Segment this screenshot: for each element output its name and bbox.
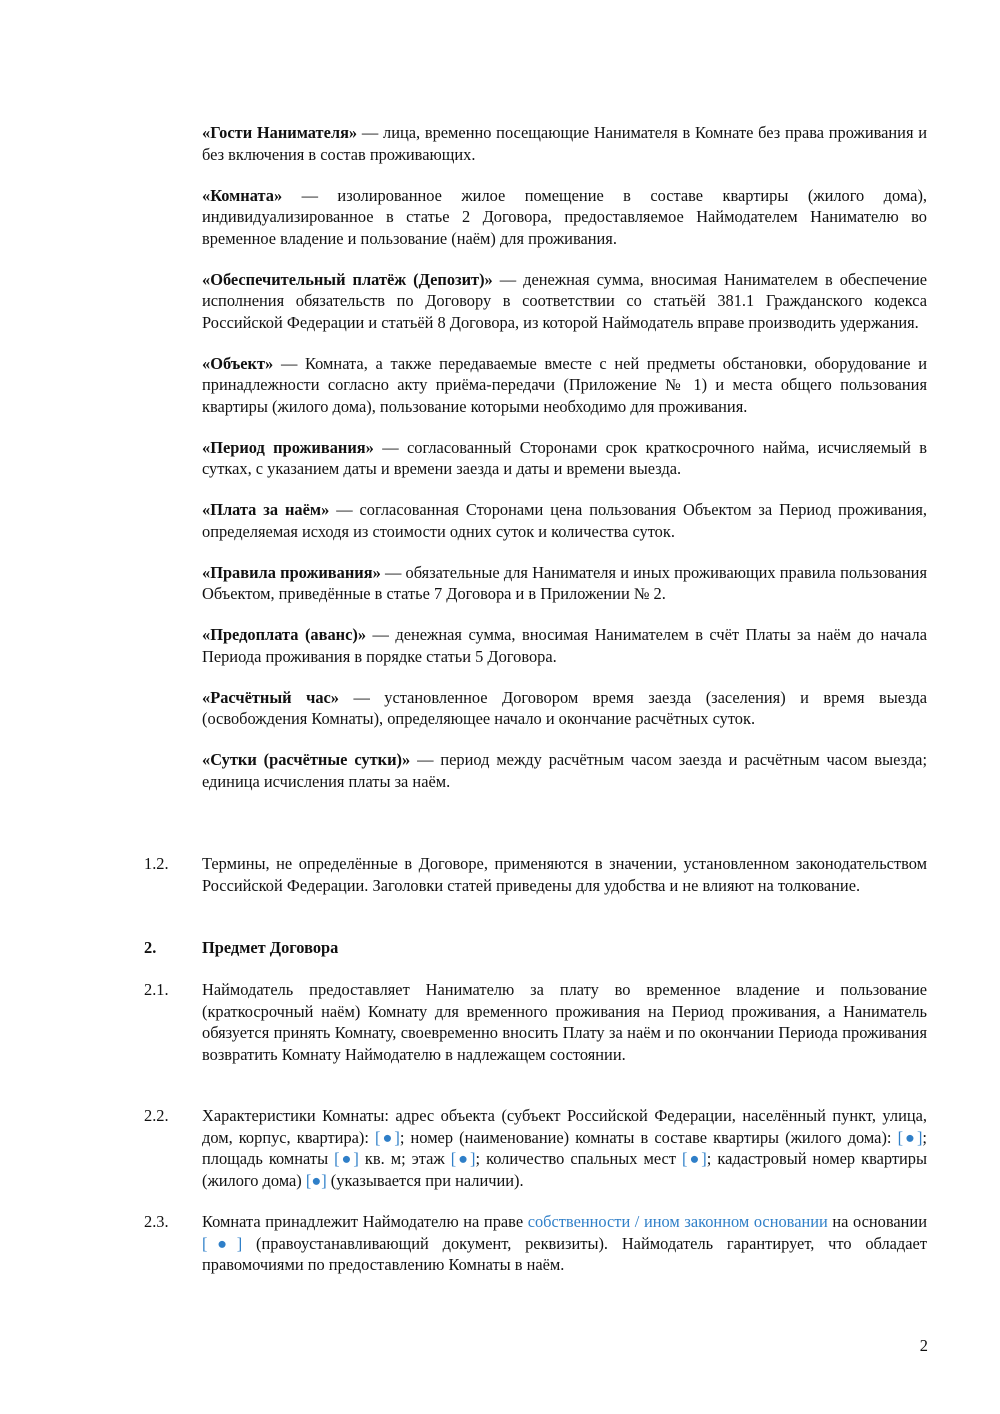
placeholder-area[interactable]: [●]: [334, 1149, 359, 1168]
clause-number: 2.2.: [144, 1106, 169, 1125]
clause-text: [202, 1105, 927, 1191]
definition-term: «Обеспечительный платёж (Депозит)»: [202, 269, 493, 289]
placeholder-cadastral-number[interactable]: [●]: [305, 1170, 327, 1190]
clause-text-part: на основании: [827, 1212, 927, 1231]
clause-2-1: [144, 979, 927, 1065]
clause-text-part: (указывается при наличии).: [326, 1170, 524, 1190]
definition-term: «Сутки (расчётные сутки)»: [202, 750, 411, 769]
definition-term: «Предоплата (аванс)»: [202, 625, 367, 644]
placeholder-floor[interactable]: [●]: [450, 1149, 476, 1168]
definition-prepayment: [202, 624, 927, 667]
clause-number: 1.2.: [144, 854, 169, 873]
clause-text-part: кв. м; этаж: [358, 1149, 451, 1168]
definition-text: — изолированное жилое помещение в составе квартиры (жилого дома), индивидуализированное в статье 2 Договора, предоставляемое Наймодателем Нанимателю во временное владение и пользование (наём) для проживания.: [202, 185, 927, 248]
section-number: 2.: [144, 938, 157, 957]
definition-term: «Плата за наём»: [202, 500, 330, 519]
placeholder-address[interactable]: [●]: [375, 1127, 400, 1147]
definition-text: — установленное Договором время заезда (заселения) и время выезда (освобождения Комнаты), определяющее начало и окончание расчётных суток.: [202, 687, 927, 728]
definition-term: «Объект»: [202, 353, 274, 373]
clause-text-part: (правоустанавливающий документ, реквизиты). Наймодатель гарантирует, что обладает правомочиями по предоставлению Комнаты в наём.: [202, 1233, 927, 1274]
definition-text: — Комната, а также передаваемые вместе с ней предметы обстановки, оборудование и принадлежности согласно акту приёма-передачи (Приложение № 1) и места общего пользования квартиры (жилого дома), пользование которыми необходимо для проживания.: [202, 353, 927, 416]
definitions-list: [202, 122, 927, 812]
placeholder-title-document[interactable]: [●]: [202, 1233, 243, 1253]
definition-guests: [202, 122, 927, 165]
definition-text: — денежная сумма, вносимая Нанимателем в счёт Платы за наём до начала Периода проживания в порядке статьи 5 Договора.: [202, 625, 927, 666]
clause-2-3: [144, 1211, 927, 1276]
clause-text-part: ; площадь комнаты: [202, 1127, 927, 1168]
definition-day: [202, 749, 927, 792]
definition-checkout-hour: [202, 687, 927, 730]
clause-text: Термины, не определённые в Договоре, применяются в значении, установленном законодательством Российской Федерации. Заголовки статей приведены для удобства и не влияют на толкование.: [202, 854, 927, 895]
clause-text-part: ; номер (наименование) комнаты в составе квартиры (жилого дома):: [399, 1127, 898, 1147]
clause-text-part: Комната принадлежит Наймодателю на праве: [202, 1212, 528, 1231]
definition-term: «Расчётный час»: [202, 687, 339, 707]
clause-text-part: Характеристики Комнаты: адрес объекта (субъект Российской Федерации, населённый пункт, улица, дом, корпус, квартира):: [202, 1106, 927, 1147]
definition-term: «Комната»: [202, 185, 283, 205]
clause-text: [202, 1211, 927, 1276]
definition-term: «Правила проживания»: [202, 562, 381, 582]
definition-text: — обязательные для Нанимателя и иных проживающих правила пользования Объектом, приведённые в статье 7 Договора и в Приложении № 2.: [202, 562, 927, 603]
placeholder-room-number[interactable]: [●]: [897, 1127, 923, 1147]
placeholder-beds[interactable]: [●]: [682, 1149, 707, 1168]
clause-number: 2.1.: [144, 980, 169, 999]
definition-rules: [202, 562, 927, 605]
definition-text: — согласованная Сторонами цена пользования Объектом за Период проживания, определяемая исходя из стоимости одних суток и количества суток.: [202, 500, 927, 541]
ownership-basis-option[interactable]: собственности / ином законном основании: [527, 1212, 828, 1231]
clause-text: Наймодатель предоставляет Нанимателю за плату во временное владение и пользование (краткосрочный наём) Комнату для временного проживания на Период проживания, а Наниматель обязуется принять Комнату, своевременно вносить Плату за наём и по окончании Периода проживания возвратить Комнату Наймодателю в надлежащем состоянии.: [202, 980, 927, 1064]
definition-text: — согласованный Сторонами срок краткосрочного найма, исчисляемый в сутках, с указанием даты и времени заезда и даты и времени выезда.: [202, 437, 927, 478]
clause-2-2: [144, 1105, 927, 1191]
definition-text: — период между расчётным часом заезда и расчётным часом выезда; единица исчисления платы за наём.: [202, 750, 927, 791]
page-number: 2: [919, 1336, 928, 1355]
clause-text-part: ; количество спальных мест: [475, 1149, 683, 1168]
definition-text: — лица, временно посещающие Нанимателя в Комнате без права проживания и без включения в состав проживающих.: [202, 123, 927, 164]
section-2-heading: [144, 937, 927, 959]
definition-deposit: [202, 269, 927, 334]
section-title: Предмет Договора: [202, 938, 339, 957]
definition-rent: [202, 499, 927, 542]
clause-text-part: ; кадастровый номер квартиры (жилого дома): [202, 1149, 927, 1190]
clause-number: 2.3.: [144, 1212, 169, 1231]
clause-1-2: [144, 853, 927, 896]
definition-text: — денежная сумма, вносимая Нанимателем в обеспечение исполнения обязательств по Договору в соответствии со статьёй 381.1 Гражданского кодекса Российской Федерации и статьёй 8 Договора, из которой Наймодатель вправе производить удержания.: [202, 269, 927, 332]
definition-term: «Гости Нанимателя»: [202, 123, 358, 142]
definition-stay-period: [202, 437, 927, 480]
definition-object: [202, 353, 927, 418]
definition-term: «Период проживания»: [202, 437, 374, 457]
definition-room: [202, 185, 927, 250]
